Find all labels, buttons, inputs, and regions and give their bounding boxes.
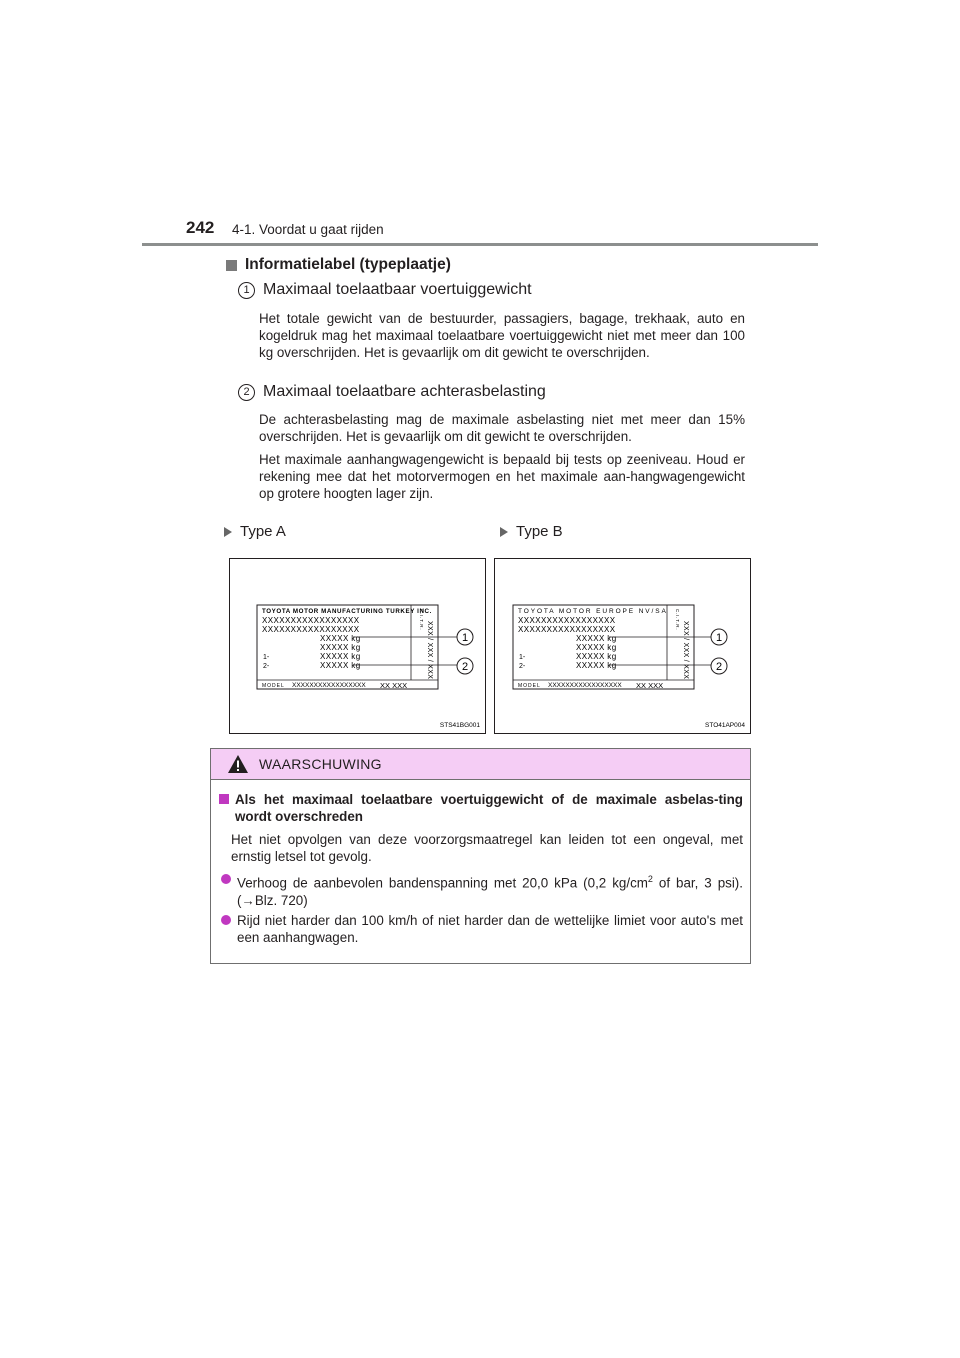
plate-model-value: XXXXXXXXXXXXXXXXX xyxy=(548,682,622,689)
plate-axle-1: 1- xyxy=(263,654,270,661)
triangle-bullet-icon xyxy=(224,527,232,537)
figure-code: STO41AP004 xyxy=(705,722,745,729)
triangle-bullet-icon xyxy=(500,527,508,537)
plate-side-text: XXX / XXX / XXX xyxy=(682,621,689,680)
plate-maker: TOYOTA MOTOR MANUFACTURING TURKEY INC. xyxy=(262,608,432,615)
warning-header xyxy=(211,749,750,780)
item-2-title: Maximaal toelaatbare achterasbelasting xyxy=(263,383,546,400)
item-1-title: Maximaal toelaatbaar voertuiggewicht xyxy=(263,281,532,298)
section-title xyxy=(226,256,451,274)
type-a-label xyxy=(224,523,286,540)
warning-bullet-2 xyxy=(221,912,743,946)
plate-weight-4: XXXXX kg xyxy=(320,661,361,670)
warning-bullet-2-text: Rijd niet harder dan 100 km/h of niet harder dan de wettelijke limiet voor auto's met een aanhangwagen. xyxy=(237,913,743,946)
type-a-label-text: Type A xyxy=(240,523,286,540)
figure-type-a xyxy=(229,558,486,734)
plate-model-value: XXXXXXXXXXXXXXXXX xyxy=(292,682,366,689)
circled-number-icon: 2 xyxy=(238,384,255,401)
item-1-heading xyxy=(238,281,532,299)
square-bullet-icon xyxy=(219,794,229,804)
plate-maker: TOYOTA MOTOR EUROPE NV/SA xyxy=(518,608,668,615)
type-b-label-text: Type B xyxy=(516,523,563,540)
plate-model-tail: XX XXX xyxy=(636,681,664,690)
plate-side-small: C.I.T.R. xyxy=(675,609,680,631)
plate-axle-2: 2- xyxy=(519,663,526,670)
plate-weight-1: XXXXX kg xyxy=(320,634,361,643)
plate-vin-2: XXXXXXXXXXXXXXXXX xyxy=(518,625,616,634)
warning-bullet-1-text: Verhoog de aanbevolen bandenspanning met 20,0 kPa (0,2 $kg/cm^2$ of bar, 3 psi). (→Blz. 720) xyxy=(237,874,743,908)
plate-side-small: C.I.T.R. xyxy=(419,609,424,631)
plate-axle-2: 2- xyxy=(263,663,270,670)
callout-number-1: 1 xyxy=(461,632,469,644)
bullet-dot-icon xyxy=(221,915,231,925)
callout-number-2: 2 xyxy=(715,661,723,673)
warning-box xyxy=(210,748,751,964)
header-rule xyxy=(142,243,818,246)
warning-bullet-1 xyxy=(221,871,743,909)
plate-model-tail: XX XXX xyxy=(380,681,408,690)
plate-vin-2: XXXXXXXXXXXXXXXXX xyxy=(262,625,360,634)
plate-weight-2: XXXXX kg xyxy=(576,643,617,652)
warning-heading xyxy=(219,791,743,825)
square-bullet-icon xyxy=(226,260,237,271)
item-2-paragraph-2: Het maximale aanhangwagengewicht is bepaald bij tests op zeeniveau. Houd er rekening mee dat het motorvermogen en het maximale aan-hangwagengewicht op grotere hoogten lager zijn. xyxy=(259,452,745,502)
plate-weight-3: XXXXX kg xyxy=(576,652,617,661)
figure-code: STS41BG001 xyxy=(439,722,480,729)
plate-side-text: XXX / XXX / XXX xyxy=(426,621,433,680)
plate-weight-3: XXXXX kg xyxy=(320,652,361,661)
plate-vin-1: XXXXXXXXXXXXXXXXX xyxy=(262,616,360,625)
callout-number-1: 1 xyxy=(715,632,723,644)
plate-axle-1: 1- xyxy=(519,654,526,661)
item-2-heading xyxy=(238,383,546,401)
circled-number-icon: 1 xyxy=(238,282,255,299)
item-1-paragraph: Het totale gewicht van de bestuurder, passagiers, bagage, trekhaak, auto en kogeldruk mag het maximaal toelaatbare voertuiggewicht niet met meer dan 100 kg overschrijden. Het is gevaarlijk om dit gewicht te overschrijden. xyxy=(259,311,745,361)
figure-type-b xyxy=(494,558,751,734)
callout-number-2: 2 xyxy=(461,661,469,673)
plate-weight-4: XXXXX kg xyxy=(576,661,617,670)
plate-vin-1: XXXXXXXXXXXXXXXXX xyxy=(518,616,616,625)
plate-weight-1: XXXXX kg xyxy=(576,634,617,643)
plate-model-label: MODEL xyxy=(518,683,541,689)
plate-model-label: MODEL xyxy=(262,683,285,689)
item-2-paragraph-1: De achterasbelasting mag de maximale asbelasting niet met meer dan 15% overschrijden. Het is gevaarlijk om dit gewicht te overschrijden. xyxy=(259,412,745,445)
warning-body: Het niet opvolgen van deze voorzorgsmaatregel kan leiden tot een ongeval, met ernstig letsel tot gevolg. xyxy=(231,832,743,865)
type-a-label-illustration xyxy=(230,559,485,733)
page-number: 242 xyxy=(186,218,215,237)
type-b-label-illustration xyxy=(495,559,750,733)
warning-heading-text: Als het maximaal toelaatbare voertuiggewicht of de maximale asbelas-ting wordt overschreden xyxy=(235,792,743,825)
plate-weight-2: XXXXX kg xyxy=(320,643,361,652)
warning-title: WAARSCHUWING xyxy=(259,756,382,772)
bullet-dot-icon xyxy=(221,874,231,884)
warning-triangle-icon xyxy=(227,754,249,774)
type-b-label xyxy=(500,523,563,540)
chapter-title: 4-1. Voordat u gaat rijden xyxy=(232,222,384,237)
section-title-text: Informatielabel (typeplaatje) xyxy=(245,256,451,273)
